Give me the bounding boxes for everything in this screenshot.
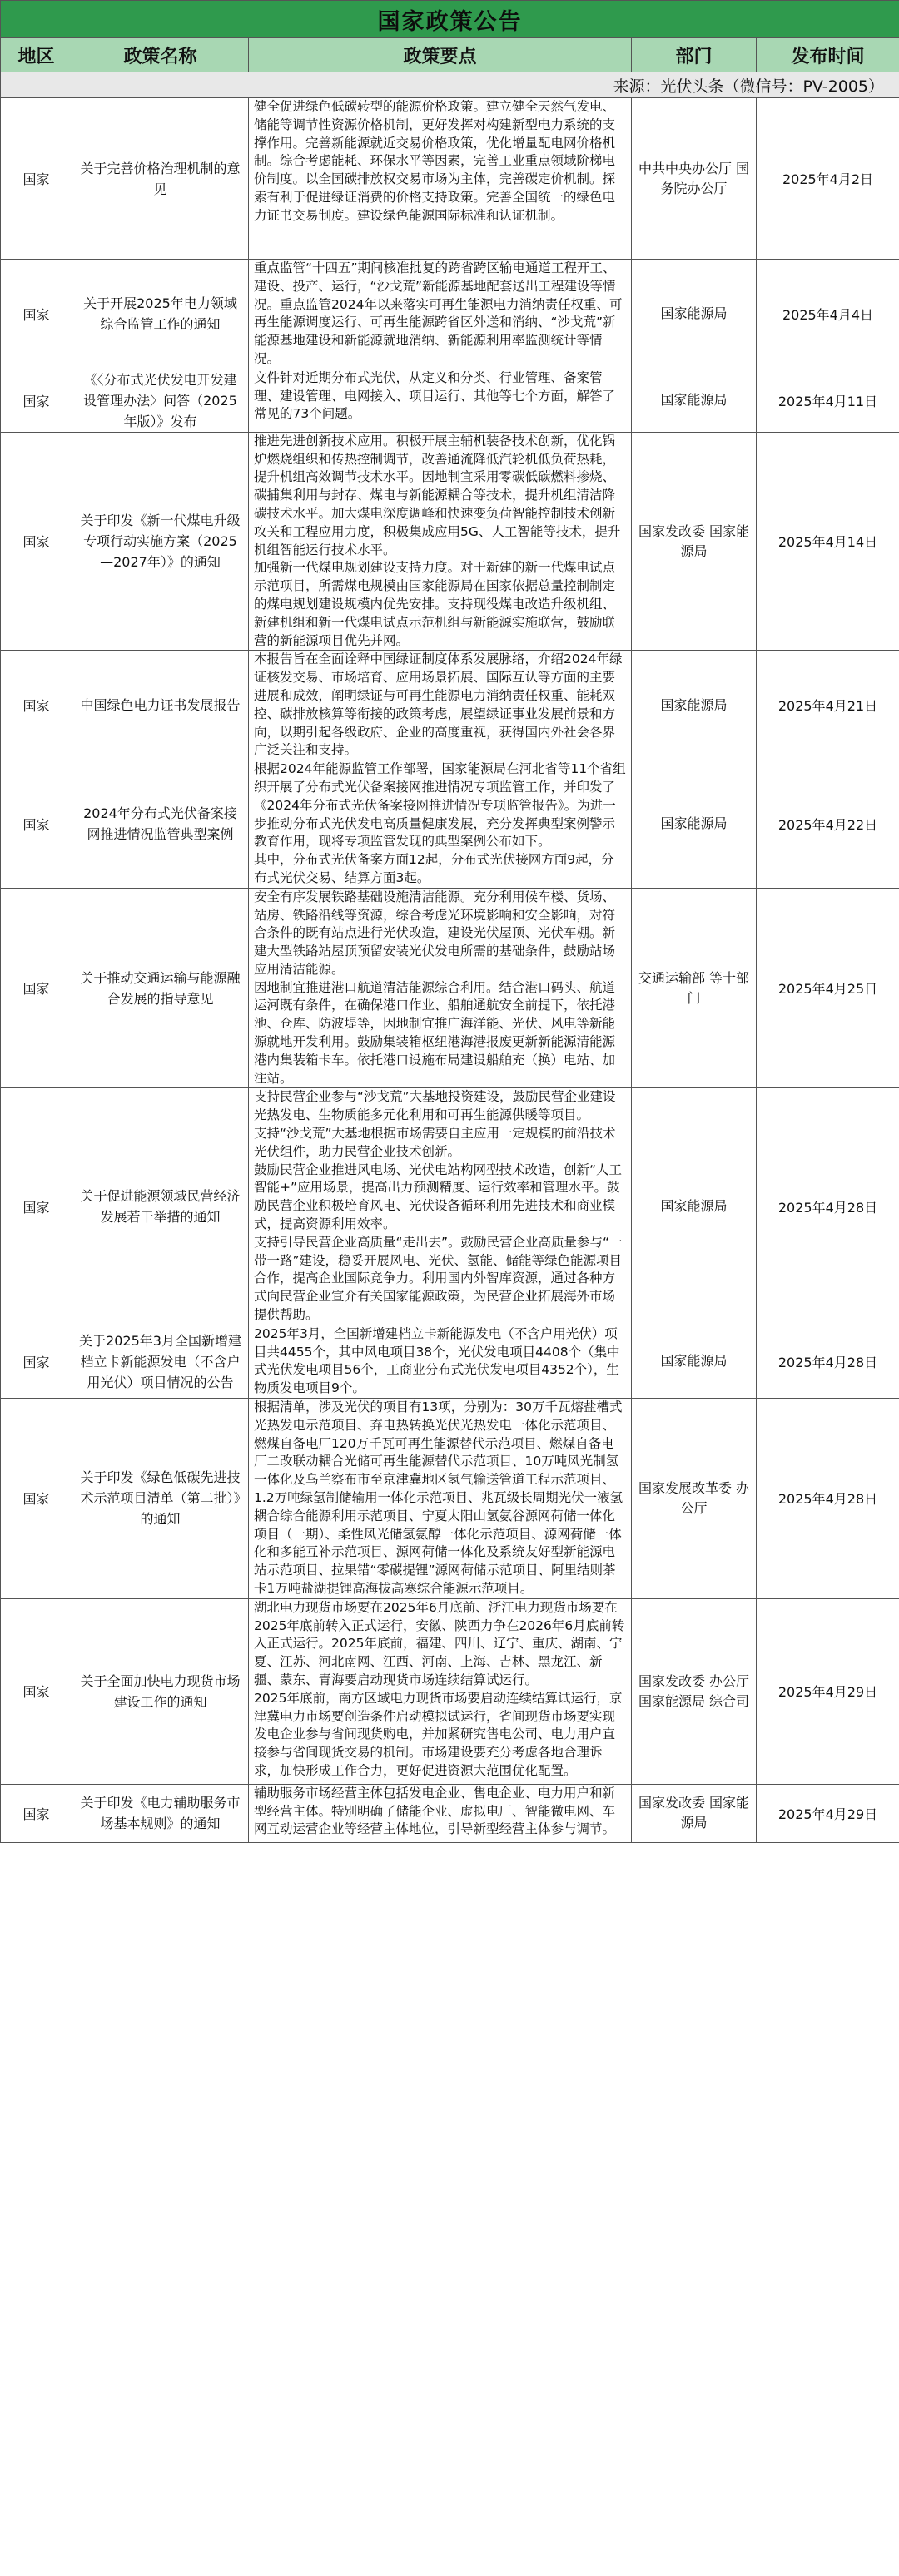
department-cell: 国家发改委 国家能源局: [632, 432, 757, 651]
table-row: [1, 369, 899, 432]
policy-point-paragraph: 2025年底前，南方区域电力现货市场要启动连续结算试运行，京津冀电力市场要创造条件启动模拟试运行，省间现货市场要实现发电企业参与省间现货购电，并加紧研究售电公司、电力用户直接参与省间现货交易的机制。市场建设要充分考虑各地合理诉求，加快形成工作合力，更好促进资源大范围优化配置。: [254, 1690, 623, 1778]
policy-points-cell: [249, 888, 632, 1088]
table-row: [1, 1088, 899, 1325]
policy-point-paragraph: 重点监管“十四五”期间核准批复的跨省跨区输电通道工程开工、建设、投产、运行，“沙戈荒”新能源基地配套送出工程建设等情况。重点监管2024年以来落实可再生能源电力消纳责任权重、可再生能源调度运行、可再生能源跨省区外送和消纳、“沙戈荒”新能源基地建设和新能源就地消纳、新能源利用率监测统计等情况。: [254, 260, 623, 366]
policy-name-cell: 中国绿色电力证书发展报告: [72, 651, 249, 760]
policy-point-paragraph: 安全有序发展铁路基础设施清洁能源。充分利用候车楼、货场、站房、铁路沿线等资源，综合考虑光环境影响和安全影响，对符合条件的既有站点进行光伏改造，建设光伏屋顶、光伏车棚。新建大型铁路站屋顶预留安装光伏发电所需的基础条件，鼓励站场应用清洁能源。: [254, 889, 616, 977]
policy-name-cell: 关于推动交通运输与能源融合发展的指导意见: [72, 888, 249, 1088]
department-cell: 国家发改委 办公厅 国家能源局 综合司: [632, 1598, 757, 1784]
date-cell: 2025年4月14日: [757, 432, 899, 651]
region-cell: 国家: [1, 1088, 72, 1325]
date-cell: 2025年4月29日: [757, 1784, 899, 1842]
policy-point-paragraph: 因地制宜推进港口航道清洁能源综合利用。结合港口码头、航道运河既有条件，在确保港口作业、船舶通航安全前提下，依托港池、仓库、防波堤等，因地制宜推广海洋能、光伏、风电等新能源就地开发利用。鼓励集装箱枢纽港海港报废更新新能源清能源港内集装箱卡车。依托港口设施布局建设船舶充（换）电站、加注站。: [254, 979, 616, 1086]
region-cell: 国家: [1, 760, 72, 889]
policy-point-paragraph: 文件针对近期分布式光伏，从定义和分类、行业管理、备案管理、建设管理、电网接入、项目运行、其他等七个方面，解答了常见的73个问题。: [254, 369, 616, 422]
policy-point-paragraph: 其中，分布式光伏备案方面12起，分布式光伏接网方面9起，分布式光伏交易、结算方面3起。: [254, 852, 614, 885]
date-cell: 2025年4月22日: [757, 760, 899, 889]
policy-points-cell: [249, 1325, 632, 1398]
date-cell: 2025年4月25日: [757, 888, 899, 1088]
policy-points-cell: [249, 1088, 632, 1325]
region-cell: 国家: [1, 260, 72, 369]
table-row: [1, 98, 899, 260]
department-cell: 国家能源局: [632, 1325, 757, 1398]
title-row: [1, 1, 899, 38]
region-cell: 国家: [1, 651, 72, 760]
date-cell: 2025年4月21日: [757, 651, 899, 760]
policy-point-paragraph: 2025年3月，全国新增建档立卡新能源发电（不含户用光伏）项目共4455个，其中风电项目38个，光伏发电项目4408个（集中式光伏发电项目56个，工商业分布式光伏发电项目4352个），生物质发电项目9个。: [254, 1325, 620, 1396]
policy-points-cell: [249, 651, 632, 760]
table-row: [1, 1598, 899, 1784]
header-name: 政策名称: [72, 38, 249, 72]
policy-name-cell: 关于促进能源领域民营经济发展若干举措的通知: [72, 1088, 249, 1325]
policy-point-paragraph: 加强新一代煤电规划建设支持力度。对于新建的新一代煤电试点示范项目，所需煤电规模由国家能源局在国家依据总量控制制定的煤电规划建设规模内优先安排。支持现役煤电改造升级机组、新建机组和新一代煤电试点示范机组与新能源实施联营，鼓励联营的新能源项目优先并网。: [254, 560, 616, 648]
date-cell: 2025年4月2日: [757, 98, 899, 260]
header-region: 地区: [1, 38, 72, 72]
date-cell: 2025年4月29日: [757, 1598, 899, 1784]
department-cell: 国家能源局: [632, 651, 757, 760]
region-cell: 国家: [1, 1399, 72, 1599]
policy-point-paragraph: 推进先进创新技术应用。积极开展主辅机装备技术创新，优化锅炉燃烧组织和传热控制调节，改善通流降低汽轮机低负荷热耗，提升机组高效调节技术水平。因地制宜采用零碳低碳燃料掺烧、碳捕集利用与封存、煤电与新能源耦合等技术，提升机组清洁降碳技术水平。加大煤电深度调峰和快速变负荷智能控制技术创新攻关和工程应用力度，积极集成应用5G、人工智能等技术，提升机组智能运行技术水平。: [254, 433, 621, 557]
policy-point-paragraph: 支持引导民营企业高质量“走出去”。鼓励民营企业高质量参与“一带一路”建设，稳妥开展风电、光伏、氢能、储能等绿色能源项目合作，提高企业国际竞争力。利用国内外智库资源，通过各种方式向民营企业宣介有关国家能源政策，为民营企业拓展海外市场提供帮助。: [254, 1234, 623, 1323]
source-row: [1, 72, 899, 98]
department-cell: 国家发展改革委 办公厅: [632, 1399, 757, 1599]
date-cell: 2025年4月28日: [757, 1088, 899, 1325]
policy-point-paragraph: 鼓励民营企业推进风电场、光伏电站构网型技术改造，创新“人工智能+”应用场景，提高出力预测精度、运行效率和管理水平。鼓励民营企业积极培育风电、光伏设备循环利用先进技术和商业模式，提高资源利用效率。: [254, 1162, 623, 1232]
header-date: 发布时间: [757, 38, 899, 72]
policy-points-cell: [249, 432, 632, 651]
department-cell: 国家发改委 国家能源局: [632, 1784, 757, 1842]
policy-name-cell: 关于2025年3月全国新增建档立卡新能源发电（不含户用光伏）项目情况的公告: [72, 1325, 249, 1398]
region-cell: 国家: [1, 888, 72, 1088]
region-cell: 国家: [1, 1598, 72, 1784]
policy-point-paragraph: 辅助服务市场经营主体包括发电企业、售电企业、电力用户和新型经营主体。特别明确了储能企业、虚拟电厂、智能微电网、车网互动运营企业等经营主体地位，引导新型经营主体参与调节。: [254, 1785, 616, 1837]
date-cell: 2025年4月4日: [757, 260, 899, 369]
region-cell: 国家: [1, 432, 72, 651]
table-row: [1, 432, 899, 651]
policy-name-cell: 《〈分布式光伏发电开发建设管理办法〉问答（2025年版）》发布: [72, 369, 249, 432]
header-points: 政策要点: [249, 38, 632, 72]
page-title: 国家政策公告: [1, 1, 899, 38]
policy-point-paragraph: 湖北电力现货市场要在2025年6月底前、浙江电力现货市场要在2025年底前转入正式运行，安徽、陕西力争在2026年6月底前转入正式运行。2025年底前，福建、四川、辽宁、重庆、湖南、宁夏、江苏、河北南网、江西、河南、上海、吉林、黑龙江、新疆、蒙东、青海要启动现货市场连续结算试运行。: [254, 1599, 625, 1687]
table-row: [1, 1784, 899, 1842]
department-cell: 国家能源局: [632, 260, 757, 369]
policy-name-cell: 关于印发《绿色低碳先进技术示范项目清单（第二批）》的通知: [72, 1399, 249, 1599]
table-row: [1, 888, 899, 1088]
policy-point-paragraph: 支持“沙戈荒”大基地根据市场需要自主应用一定规模的前沿技术光伏组件，助力民营企业技术创新。: [254, 1126, 616, 1159]
policy-name-cell: 关于开展2025年电力领域综合监管工作的通知: [72, 260, 249, 369]
policy-points-cell: [249, 1399, 632, 1599]
policy-name-cell: 2024年分布式光伏备案接网推进情况监管典型案例: [72, 760, 249, 889]
policy-name-cell: 关于完善价格治理机制的意见: [72, 98, 249, 260]
department-cell: 国家能源局: [632, 760, 757, 889]
policy-point-paragraph: 本报告旨在全面诠释中国绿证制度体系发展脉络，介绍2024年绿证核发交易、市场培育、应用场景拓展、国际互认等方面的主要进展和成效，阐明绿证与可再生能源电力消纳责任权重、能耗双控、碳排放核算等衔接的政策考虑，展望绿证事业发展前景和方向，以期引起各级政府、企业的高度重视，获得国内外社会各界广泛关注和支持。: [254, 651, 623, 758]
source-note: 来源：光伏头条（微信号：PV-2005）: [1, 72, 899, 98]
table-row: [1, 651, 899, 760]
policy-name-cell: 关于印发《新一代煤电升级专项行动实施方案（2025—2027年）》的通知: [72, 432, 249, 651]
policy-points-cell: [249, 369, 632, 432]
policy-points-cell: [249, 1784, 632, 1842]
policy-point-paragraph: 支持民营企业参与“沙戈荒”大基地投资建设，鼓励民营企业建设光热发电、生物质能多元化利用和可再生能源供暖等项目。: [254, 1089, 616, 1123]
department-cell: 国家能源局: [632, 1088, 757, 1325]
region-cell: 国家: [1, 369, 72, 432]
date-cell: 2025年4月11日: [757, 369, 899, 432]
header-dept: 部门: [632, 38, 757, 72]
policy-points-cell: [249, 1598, 632, 1784]
date-cell: 2025年4月28日: [757, 1325, 899, 1398]
policy-name-cell: 关于全面加快电力现货市场建设工作的通知: [72, 1598, 249, 1784]
table-row: [1, 1325, 899, 1398]
policy-name-cell: 关于印发《电力辅助服务市场基本规则》的通知: [72, 1784, 249, 1842]
region-cell: 国家: [1, 1784, 72, 1842]
header-row: [1, 38, 899, 72]
region-cell: 国家: [1, 98, 72, 260]
table-row: [1, 760, 899, 889]
department-cell: 国家能源局: [632, 369, 757, 432]
department-cell: 交通运输部 等十部门: [632, 888, 757, 1088]
date-cell: 2025年4月28日: [757, 1399, 899, 1599]
policy-point-paragraph: 健全促进绿色低碳转型的能源价格政策。建立健全天然气发电、储能等调节性资源价格机制，更好发挥对构建新型电力系统的支撑作用。完善新能源就近交易价格政策，优化增量配电网价格机制。综合考虑能耗、环保水平等因素，完善工业重点领域阶梯电价制度。以全国碳排放权交易市场为主体，完善碳定价机制。探索有利于促进绿证消费的价格支持政策。完善全国统一的绿色电力证书交易制度。建设绿色能源国际标准和认证机制。: [254, 99, 616, 223]
policy-point-paragraph: 根据清单，涉及光伏的项目有13项，分别为：30万千瓦熔盐槽式光热发电示范项目、弃电热转换光伏光热发电一体化示范项目、燃煤自备电厂120万千瓦可再生能源替代示范项目、燃煤自备电厂二改联动耦合光储可再生能源替代示范项目、10万吨风光制氢一体化及乌兰察布市至京津冀地区氢气输送管道工程示范项目、1.2万吨绿氢制储输用一体化示范项目、兆瓦级长周期光伏一液氢耦合综合能源利用示范项目、宁夏太阳山氢氨谷源网荷储一体化项目（一期）、柔性风光储氢氨醇一体化示范项目、源网荷储一体化和多能互补示范项目、源网荷储一体化及系统友好型新能源电站示范项目、拉果错“零碳提锂”源网荷储示范项目、阿里结则茶卡1万吨盐湖提锂高海拔高寒综合能源示范项目。: [254, 1399, 623, 1596]
table-row: [1, 260, 899, 369]
policy-points-cell: [249, 760, 632, 889]
policy-point-paragraph: 根据2024年能源监管工作部署，国家能源局在河北省等11个省组织开展了分布式光伏备案接网推进情况专项监管工作，并印发了《2024年分布式光伏备案接网推进情况专项监管报告》。为进一步推动分布式光伏发电高质量健康发展，充分发挥典型案例警示教育作用，现将专项监管发现的典型案例公布如下。: [254, 761, 626, 850]
policy-points-cell: [249, 260, 632, 369]
region-cell: 国家: [1, 1325, 72, 1398]
table-row: [1, 1399, 899, 1599]
department-cell: 中共中央办公厅 国务院办公厅: [632, 98, 757, 260]
policy-points-cell: [249, 98, 632, 260]
table-body: [1, 98, 899, 1843]
